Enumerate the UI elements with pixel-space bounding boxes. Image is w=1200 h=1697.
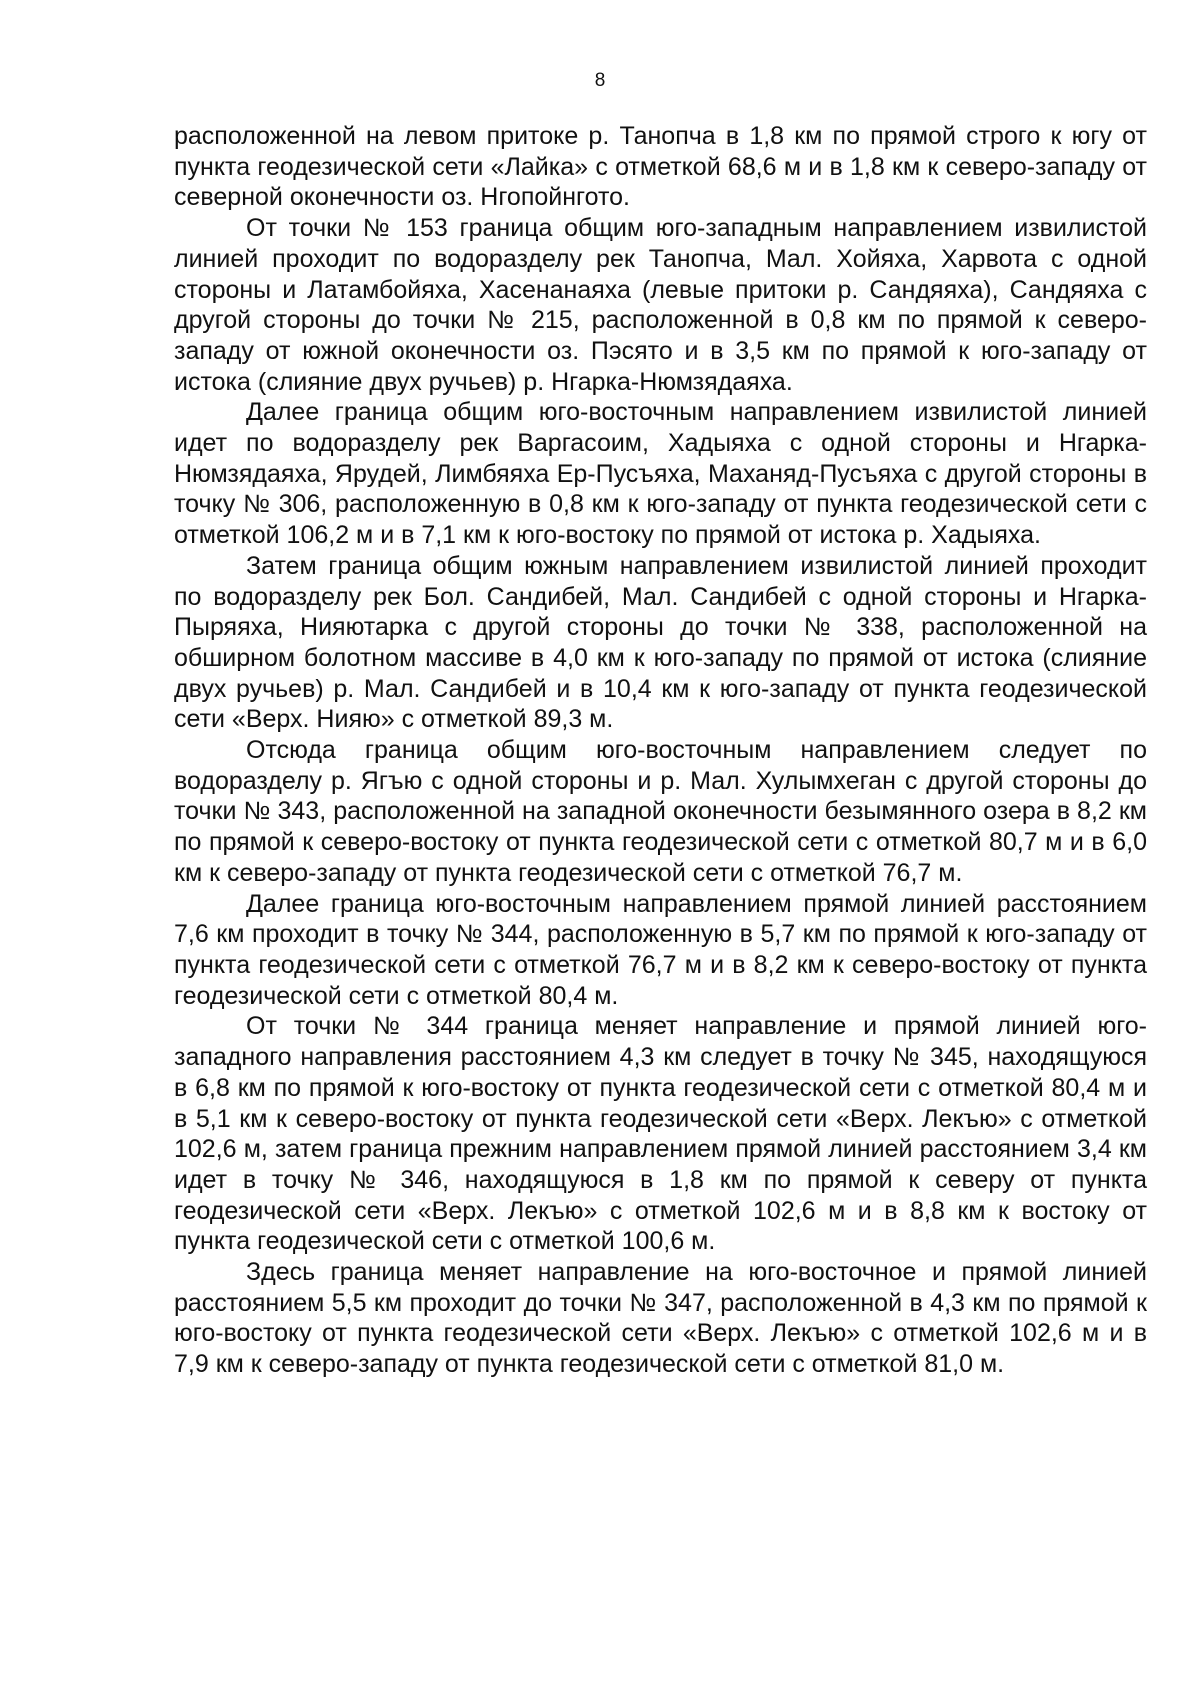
- paragraph: Далее граница юго-восточным направлением прямой линией расстоянием 7,6 км проходит в точку № 344, расположенную в 5,7 км по прямой к юго-западу от пункта геодезической сети с отметкой 76,7 м и в 8,2 км к северо-востоку от пункта геодезической сети с отметкой 80,4 м.: [174, 889, 1147, 1010]
- paragraph: Далее граница общим юго-восточным направлением извилистой линией идет по водоразделу рек Варгасоим, Хадыяха с одной стороны и Нгарка-Нюмзядаяха, Ярудей, Лимбяяха Ер-Пусъяха, Маханяд-Пусъяха с другой стороны в точку № 306, расположенную в 0,8 км к юго-западу от пункта геодезической сети с отметкой 106,2 м и в 7,1 км к юго-востоку по прямой от истока р. Хадыяха.: [174, 398, 1147, 550]
- paragraph: Отсюда граница общим юго-восточным направлением следует по водоразделу р. Ягъю с одной стороны и р. Мал. Хулымхеган с другой стороны до точки № 343, расположенной на западной оконечности безымянного озера в 8,2 км по прямой к северо-востоку от пункта геодезической сети с отметкой 80,7 м и в 6,0 км к северо-западу от пункта геодезической сети с отметкой 76,7 м.: [174, 736, 1147, 887]
- paragraph: От точки № 344 граница меняет направление и прямой линией юго-западного направления расстоянием 4,3 км следует в точку № 345, находящуюся в 6,8 км по прямой к юго-востоку от пункта геодезической сети с отметкой 80,4 м и в 5,1 км к северо-востоку от пункта геодезической сети «Верх. Лекъю» с отметкой 102,6 м, затем граница прежним направлением прямой линией расстоянием 3,4 км идет в точку № 346, находящуюся в 1,8 км по прямой к северу от пункта геодезической сети «Верх. Лекъю» с отметкой 102,6 м и в 8,8 км к востоку от пункта геодезической сети с отметкой 100,6 м.: [174, 1012, 1147, 1256]
- paragraph: От точки № 153 граница общим юго-западным направлением извилистой линией проходит по водоразделу рек Танопча, Мал. Хойяха, Харвота с одной стороны и Латамбойяха, Хасенанаяха (левые притоки р. Сандяяха), Сандяяха с другой стороны до точки № 215, расположенной в 0,8 км по прямой к северо-западу от южной оконечности оз. Пэсято и в 3,5 км по прямой к юго-западу от истока (слияние двух ручьев) р. Нгарка-Нюмзядаяха.: [174, 214, 1147, 396]
- page-number: 8: [594, 70, 606, 91]
- paragraph: Здесь граница меняет направление на юго-восточное и прямой линией расстоянием 5,5 км проходит до точки № 347, расположенной в 4,3 км по прямой к юго-востоку от пункта геодезической сети «Верх. Лекъю» с отметкой 102,6 м и в 7,9 км к северо-западу от пункта геодезической сети с отметкой 81,0 м.: [174, 1258, 1147, 1379]
- paragraph: Затем граница общим южным направлением извилистой линией проходит по водоразделу рек Бол. Сандибей, Мал. Сандибей с одной стороны и Нгарка-Пыряяха, Нияютарка с другой стороны до точки № 338, расположенной на обширном болотном массиве в 4,0 км к юго-западу по прямой от истока (слияние двух ручьев) р. Мал. Сандибей и в 10,4 км к юго-западу от пункта геодезической сети «Верх. Нияю» с отметкой 89,3 м.: [174, 551, 1147, 734]
- document-body: [174, 121, 1147, 1380]
- paragraph: расположенной на левом притоке р. Танопча в 1,8 км по прямой строго к югу от пункта геодезической сети «Лайка» с отметкой 68,6 м и в 1,8 км к северо-западу от северной оконечности оз. Нгопойнгото.: [174, 122, 1147, 212]
